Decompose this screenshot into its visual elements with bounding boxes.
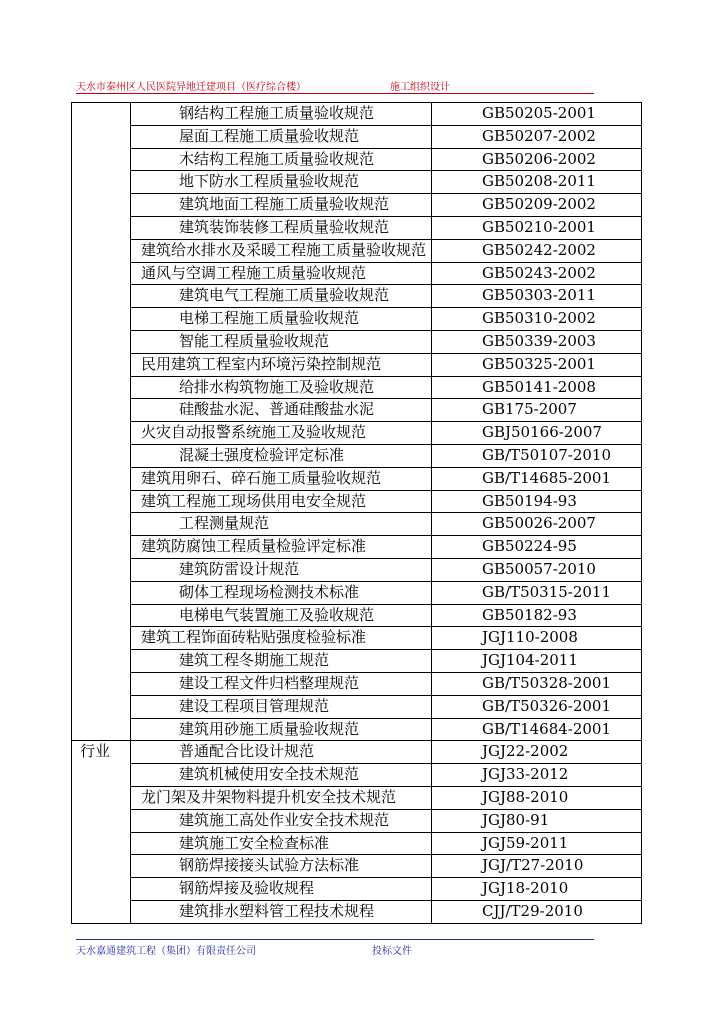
standard-name: 建设工程文件归档整理规范 <box>179 673 360 692</box>
table-row <box>72 103 642 126</box>
standard-code: GB50205-2001 <box>432 103 642 126</box>
table-row <box>72 627 642 650</box>
standard-name-cell <box>131 604 432 627</box>
standard-name-cell <box>131 148 432 171</box>
standard-name: 钢筋焊接接头试验方法标准 <box>179 856 360 875</box>
standard-name-cell <box>131 422 432 445</box>
standard-name-cell <box>131 764 432 787</box>
table-row <box>72 809 642 832</box>
table-row <box>72 148 642 171</box>
standard-name: 火灾自动报警系统施工及验收规范 <box>141 423 367 442</box>
standard-code: GB50207-2002 <box>432 125 642 148</box>
standard-name-cell <box>131 878 432 901</box>
table-row <box>72 353 642 376</box>
table-row <box>72 490 642 513</box>
standard-name: 建筑工程施工现场供用电安全规范 <box>141 491 367 510</box>
page-footer <box>76 942 596 956</box>
page-header <box>76 78 596 92</box>
standard-code: JGJ59-2011 <box>432 832 642 855</box>
standard-name-cell <box>131 103 432 126</box>
table-row <box>72 786 642 809</box>
standard-name-cell <box>131 467 432 490</box>
standard-name: 钢结构工程施工质量验收规范 <box>179 104 375 122</box>
standard-name: 建设工程项目管理规范 <box>179 696 330 715</box>
footer-rule <box>76 939 594 940</box>
standard-code: GB50057-2010 <box>432 558 642 581</box>
standard-name: 电梯电气装置施工及验收规范 <box>179 605 375 624</box>
table-row <box>72 718 642 741</box>
standard-name: 建筑地面工程施工质量验收规范 <box>179 195 390 214</box>
table-row <box>72 650 642 673</box>
standard-name: 电梯工程施工质量验收规范 <box>179 309 360 328</box>
standard-code: GBJ50166-2007 <box>432 422 642 445</box>
standard-name: 木结构工程施工质量验收规范 <box>179 149 375 168</box>
table-row <box>72 832 642 855</box>
standard-code: GB50194-93 <box>432 490 642 513</box>
standard-name-cell <box>131 672 432 695</box>
standard-name: 建筑工程冬期施工规范 <box>179 651 330 670</box>
standard-name-cell <box>131 353 432 376</box>
standard-name-cell <box>131 171 432 194</box>
standard-name: 智能工程质量验收规范 <box>179 331 330 350</box>
standard-name-cell <box>131 536 432 559</box>
table-row <box>72 216 642 239</box>
table-row <box>72 558 642 581</box>
footer-company-name: 天水嘉通建筑工程（集团）有限责任公司 <box>76 946 256 957</box>
standard-name: 砌体工程现场检测技术标准 <box>179 582 360 601</box>
standard-code: GB50210-2001 <box>432 216 642 239</box>
footer-document-type: 投标文件 <box>372 946 412 957</box>
table-row <box>72 422 642 445</box>
standard-code: JGJ18-2010 <box>432 878 642 901</box>
standard-name: 建筑防雷设计规范 <box>179 559 300 578</box>
standard-code: GB50026-2007 <box>432 513 642 536</box>
table-row <box>72 194 642 217</box>
standard-name: 建筑工程饰面砖粘贴强度检验标准 <box>141 628 367 647</box>
standard-name-cell <box>131 718 432 741</box>
table-row <box>72 467 642 490</box>
standard-name: 工程测量规范 <box>179 514 270 533</box>
table-row <box>72 536 642 559</box>
standard-name-cell <box>131 650 432 673</box>
standard-name-cell <box>131 558 432 581</box>
standard-name: 建筑用卵石、碎石施工质量验收规范 <box>141 468 382 487</box>
standard-code: GB/T14684-2001 <box>432 718 642 741</box>
table-row <box>72 900 642 923</box>
standard-name: 通风与空调工程施工质量验收规范 <box>141 263 367 282</box>
standard-name: 建筑用砂施工质量验收规范 <box>179 719 360 738</box>
table-row <box>72 399 642 422</box>
standard-name: 地下防水工程质量验收规范 <box>179 172 360 191</box>
standard-name-cell <box>131 627 432 650</box>
standard-name: 混凝土强度检验评定标准 <box>179 445 345 464</box>
standard-name-cell <box>131 832 432 855</box>
standard-code: GB50182-93 <box>432 604 642 627</box>
table-row <box>72 262 642 285</box>
standard-code: JGJ/T27-2010 <box>432 855 642 878</box>
standard-code: GB50243-2002 <box>432 262 642 285</box>
table-row <box>72 444 642 467</box>
standard-name: 民用建筑工程室内环境污染控制规范 <box>141 354 382 373</box>
standard-name: 建筑施工高处作业安全技术规范 <box>179 810 390 829</box>
standard-name-cell <box>131 399 432 422</box>
category-cell-first <box>72 103 131 741</box>
standard-name-cell <box>131 741 432 764</box>
standards-table <box>71 102 642 924</box>
standard-name-cell <box>131 125 432 148</box>
table-row <box>72 764 642 787</box>
standard-name-cell <box>131 855 432 878</box>
standard-code: JGJ104-2011 <box>432 650 642 673</box>
standard-code: JGJ33-2012 <box>432 764 642 787</box>
table-row <box>72 239 642 262</box>
category-cell-industry: 行业 <box>72 741 131 923</box>
standard-name-cell <box>131 285 432 308</box>
standard-name-cell <box>131 900 432 923</box>
table-row <box>72 695 642 718</box>
standards-table-body <box>72 103 642 924</box>
standard-name-cell <box>131 216 432 239</box>
standard-code: CJJ/T29-2010 <box>432 900 642 923</box>
table-row <box>72 308 642 331</box>
standard-name-cell <box>131 194 432 217</box>
standard-name: 建筑给水排水及采暖工程施工质量验收规范 <box>141 240 427 259</box>
table-row <box>72 330 642 353</box>
standard-code: GB50310-2002 <box>432 308 642 331</box>
header-project-title: 天水市秦州区人民医院异地迁建项目（医疗综合楼） <box>76 82 306 93</box>
standard-name: 建筑施工安全检查标准 <box>179 833 330 852</box>
table-row <box>72 604 642 627</box>
table-row <box>72 672 642 695</box>
standard-code: GB/T14685-2001 <box>432 467 642 490</box>
standard-code: GB/T50315-2011 <box>432 581 642 604</box>
standard-code: GB50339-2003 <box>432 330 642 353</box>
standard-name: 屋面工程施工质量验收规范 <box>179 126 360 145</box>
standard-code: GB50209-2002 <box>432 194 642 217</box>
standard-name: 给排水构筑物施工及验收规范 <box>179 377 375 396</box>
standard-code: GB/T50107-2010 <box>432 444 642 467</box>
standard-name-cell <box>131 581 432 604</box>
standard-name-cell <box>131 490 432 513</box>
standard-code: JGJ22-2002 <box>432 741 642 764</box>
standard-code: JGJ110-2008 <box>432 627 642 650</box>
standard-name-cell <box>131 330 432 353</box>
standard-name: 龙门架及井架物料提升机安全技术规范 <box>141 787 397 806</box>
standard-name-cell <box>131 239 432 262</box>
table-row <box>72 878 642 901</box>
standard-code: JGJ88-2010 <box>432 786 642 809</box>
standard-name: 建筑装饰装修工程质量验收规范 <box>179 217 390 236</box>
standard-name: 硅酸盐水泥、普通硅酸盐水泥 <box>179 400 375 419</box>
standard-code: GB50303-2011 <box>432 285 642 308</box>
standard-name: 普通配合比设计规范 <box>179 742 315 761</box>
standard-code: GB50242-2002 <box>432 239 642 262</box>
standard-name-cell <box>131 308 432 331</box>
table-row <box>72 513 642 536</box>
standard-code: GB50141-2008 <box>432 376 642 399</box>
header-document-type: 施工组织设计 <box>390 82 450 93</box>
standard-code: GB50224-95 <box>432 536 642 559</box>
standard-name: 建筑机械使用安全技术规范 <box>179 765 360 784</box>
standard-name: 建筑防腐蚀工程质量检验评定标准 <box>141 537 367 556</box>
table-row <box>72 855 642 878</box>
standard-name-cell <box>131 695 432 718</box>
standard-name-cell <box>131 513 432 536</box>
standard-name-cell <box>131 444 432 467</box>
standard-code: GB50208-2011 <box>432 171 642 194</box>
table-row <box>72 741 642 764</box>
table-row <box>72 125 642 148</box>
standard-name: 钢筋焊接及验收规程 <box>179 879 315 898</box>
standard-name-cell <box>131 376 432 399</box>
standard-code: JGJ80-91 <box>432 809 642 832</box>
standard-code: GB50206-2002 <box>432 148 642 171</box>
table-row <box>72 581 642 604</box>
standard-code: GB/T50326-2001 <box>432 695 642 718</box>
standard-name-cell <box>131 262 432 285</box>
standard-name: 建筑排水塑料管工程技术规程 <box>179 901 375 920</box>
standard-code: GB50325-2001 <box>432 353 642 376</box>
header-rule <box>76 93 594 94</box>
standard-name-cell <box>131 786 432 809</box>
standard-name: 建筑电气工程施工质量验收规范 <box>179 286 390 305</box>
table-row <box>72 285 642 308</box>
standard-code: GB175-2007 <box>432 399 642 422</box>
table-row <box>72 171 642 194</box>
standard-code: GB/T50328-2001 <box>432 672 642 695</box>
standard-name-cell <box>131 809 432 832</box>
table-row <box>72 376 642 399</box>
